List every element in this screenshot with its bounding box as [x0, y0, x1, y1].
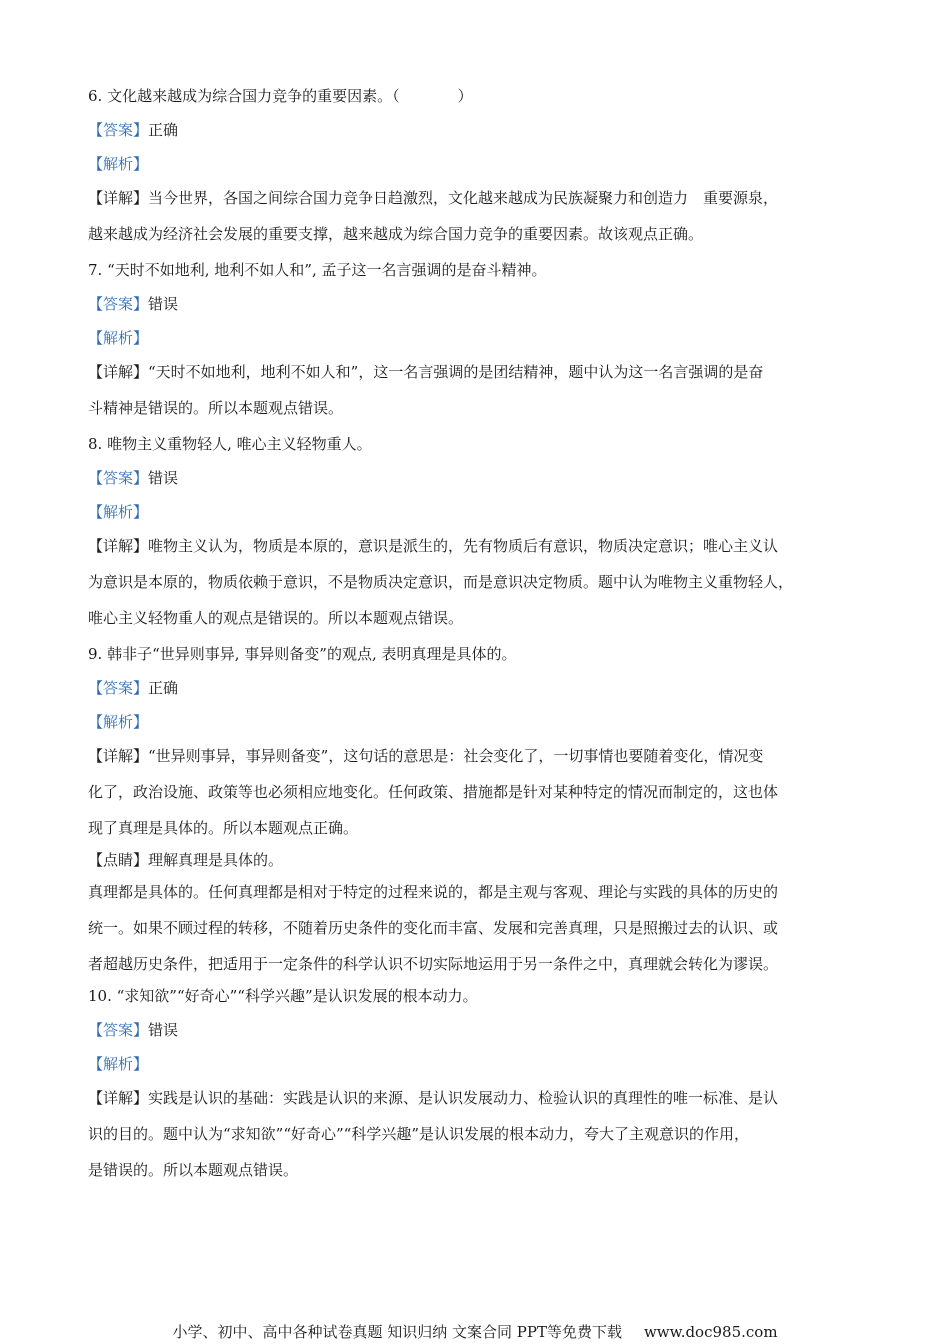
analysis-tag: 【解析】: [88, 713, 149, 731]
question-9: [88, 642, 878, 982]
answer-line: [88, 1018, 878, 1042]
question-8: [88, 432, 878, 636]
detail-line: 斗精神是错误的。所以本题观点错误。: [88, 399, 344, 417]
tip-line: 者超越历史条件，把适用于一定条件的科学认识不切实际地运用于另一条件之中，真理就会转化为谬误。: [88, 955, 779, 973]
detail-paragraph: [88, 354, 878, 426]
answer-line: [88, 676, 878, 700]
tip-heading: 【点睛】理解真理是具体的。: [88, 851, 284, 869]
question-10: [88, 984, 878, 1188]
detail-line: 【详解】当今世界，各国之间综合国力竞争日趋激烈，文化越来越成为民族凝聚力和创造力 重要源泉，: [88, 189, 779, 207]
page-footer: [0, 1322, 950, 1342]
answer-tag: 【答案】: [88, 295, 149, 313]
answer-tag: 【答案】: [88, 1021, 149, 1039]
question-7: [88, 258, 878, 426]
question-6: [88, 84, 878, 252]
analysis-tag: 【解析】: [88, 1055, 149, 1073]
question-stem: 7. “天时不如地利, 地利不如人和”, 孟子这一名言强调的是奋斗精神。: [88, 261, 547, 279]
answer-value: 正确: [148, 679, 179, 697]
detail-paragraph: [88, 1080, 878, 1188]
detail-line: 【详解】“天时不如地利，地利不如人和”，这一名言强调的是团结精神，题中认为这一名言强调的是奋: [88, 363, 764, 381]
question-stem-close: ）: [457, 87, 473, 105]
answer-tag: 【答案】: [88, 679, 149, 697]
detail-paragraph: [88, 528, 878, 636]
detail-line: 现了真理是具体的。所以本题观点正确。: [88, 819, 359, 837]
answer-value: 错误: [148, 295, 179, 313]
detail-line: 是错误的。所以本题观点错误。: [88, 1161, 299, 1179]
detail-line: 化了，政治设施、政策等也必须相应地变化。任何政策、措施都是针对某种特定的情况而制定的，这也体: [88, 783, 779, 801]
analysis-tag: 【解析】: [88, 503, 149, 521]
detail-line: 【详解】实践是认识的基础：实践是认识的来源、是认识发展动力、检验认识的真理性的唯一标准、是认: [88, 1089, 779, 1107]
tip-line: 真理都是具体的。任何真理都是相对于特定的过程来说的，都是主观与客观、理论与实践的具体的历史的: [88, 883, 779, 901]
answer-line: [88, 118, 878, 142]
question-stem: [88, 84, 878, 108]
answer-value: 错误: [148, 469, 179, 487]
answer-tag: 【答案】: [88, 469, 149, 487]
detail-line: 越来越成为经济社会发展的重要支撑，越来越成为综合国力竞争的重要因素。故该观点正确。: [88, 225, 704, 243]
analysis-tag: 【解析】: [88, 155, 149, 173]
detail-line: 【详解】“世异则事异，事异则备变”，这句话的意思是：社会变化了，一切事情也要随着变化，情况变: [88, 747, 764, 765]
question-stem: 8. 唯物主义重物轻人, 唯心主义轻物重人。: [88, 435, 372, 453]
answer-line: [88, 292, 878, 316]
answer-value: 正确: [148, 121, 179, 139]
detail-paragraph: [88, 180, 878, 252]
detail-line: 唯心主义轻物重人的观点是错误的。所以本题观点错误。: [88, 609, 464, 627]
tip-line: 统一。如果不顾过程的转移，不随着历史条件的变化而丰富、发展和完善真理，只是照搬过去的认识、或: [88, 919, 779, 937]
tip-paragraph: [88, 874, 878, 982]
footer-link[interactable]: www.doc985.com: [643, 1323, 778, 1341]
detail-line: 为意识是本原的，物质依赖于意识，不是物质决定意识，而是意识决定物质。题中认为唯物主义重物轻人，: [88, 573, 794, 591]
answer-value: 错误: [148, 1021, 179, 1039]
detail-paragraph: [88, 738, 878, 846]
question-stem-text: 6. 文化越来越成为综合国力竞争的重要因素。（: [88, 87, 400, 105]
detail-line: 【详解】唯物主义认为，物质是本原的，意识是派生的，先有物质后有意识，物质决定意识；唯心主义认: [88, 537, 779, 555]
question-stem: 9. 韩非子“世异则事异, 事异则备变”的观点, 表明真理是具体的。: [88, 645, 517, 663]
question-list: [88, 78, 878, 1188]
answer-line: [88, 466, 878, 490]
detail-line: 识的目的。题中认为“求知欲”“好奇心”“科学兴趣”是认识发展的根本动力，夸大了主观意识的作用，: [88, 1125, 750, 1143]
answer-tag: 【答案】: [88, 121, 149, 139]
footer-text: 小学、初中、高中各种试卷真题 知识归纳 文案合同 PPT等免费下载: [172, 1323, 622, 1341]
analysis-tag: 【解析】: [88, 329, 149, 347]
question-stem: 10. “求知欲”“好奇心”“科学兴趣”是认识发展的根本动力。: [88, 987, 478, 1005]
